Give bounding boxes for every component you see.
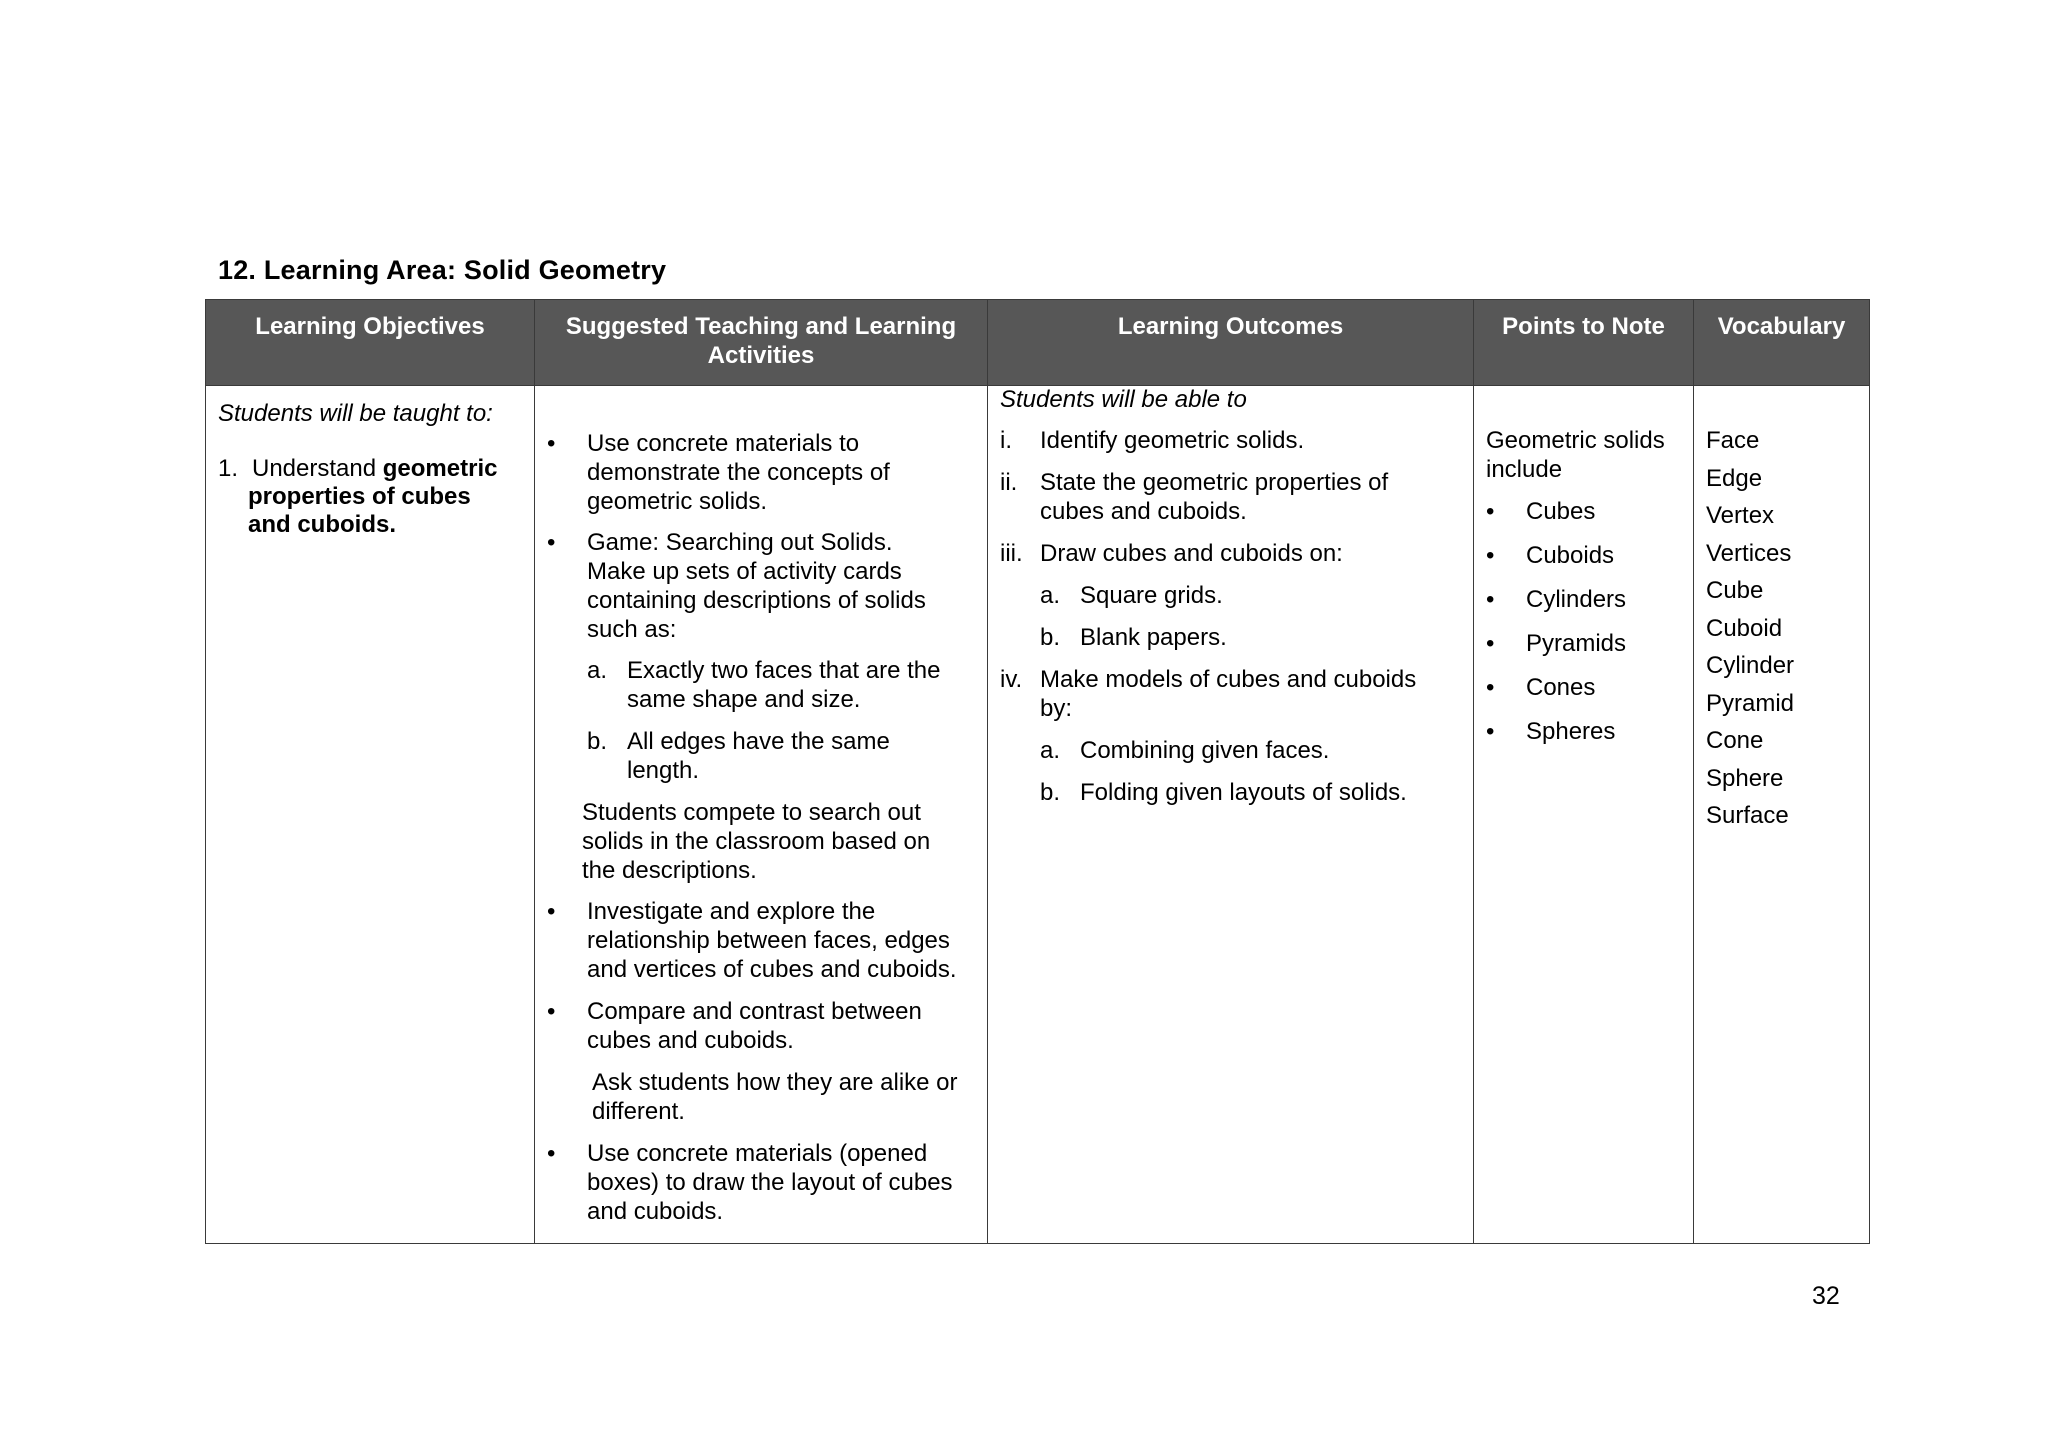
vocabulary-term: Sphere <box>1706 764 1784 792</box>
objective-item <box>252 454 497 483</box>
outcome-line: State the geometric properties of <box>1040 469 1389 496</box>
bullet-icon: • <box>1486 674 1495 701</box>
point-item: Cuboids <box>1526 542 1615 569</box>
sub-item <box>627 727 890 785</box>
vocabulary-term: Vertex <box>1706 502 1775 529</box>
outcome-sub-item: Folding given layouts of solids. <box>1080 779 1407 806</box>
outcome-sub-marker: b. <box>1040 624 1061 651</box>
activity-line: different. <box>592 1098 685 1125</box>
outcome-marker: iii. <box>1000 540 1023 567</box>
activity-line: containing descriptions of solids <box>587 587 926 614</box>
outcome-sub-item: Combining given faces. <box>1080 737 1330 764</box>
outcomes-intro: Students will be able to <box>1000 386 1247 413</box>
activity-note <box>582 798 930 885</box>
outcome-sub-marker: a. <box>1040 737 1061 764</box>
outcome-sub-item: Square grids. <box>1080 582 1223 609</box>
vocabulary-term: Cylinder <box>1706 652 1795 679</box>
activity-item <box>587 528 926 644</box>
vocabulary-term: Surface <box>1706 802 1789 829</box>
bullet-icon: • <box>1486 542 1495 569</box>
vocabulary-list <box>1706 422 1794 835</box>
objective-bold-text-1: geometric <box>382 455 498 482</box>
bullet-icon: • <box>1486 718 1495 745</box>
bullet-icon: • <box>547 998 556 1025</box>
bullet-icon: • <box>1486 630 1495 657</box>
outcome-item <box>1040 665 1416 723</box>
activity-line: the descriptions. <box>582 857 757 884</box>
outcome-marker: ii. <box>1000 469 1018 496</box>
outcome-sub-item: Blank papers. <box>1080 624 1227 651</box>
activity-line: Exactly two faces that are the <box>627 657 941 684</box>
point-item: Spheres <box>1526 718 1616 745</box>
section-heading: 12. Learning Area: Solid Geometry <box>218 255 667 285</box>
bullet-icon: • <box>1486 498 1495 525</box>
objective-plain-text: Understand <box>252 455 377 482</box>
activities-cell <box>535 386 988 1244</box>
objectives-intro: Students will be taught to: <box>218 400 493 427</box>
vocabulary-term: Pyramid <box>1706 689 1795 717</box>
syllabus-table <box>205 299 1870 1244</box>
activity-line: Use concrete materials (opened <box>587 1140 928 1167</box>
activity-note <box>592 1068 958 1126</box>
outcome-sub-marker: a. <box>1040 582 1061 609</box>
points-intro-line: Geometric solids <box>1486 427 1665 454</box>
objective-bold-text-3: and cuboids. <box>248 511 397 538</box>
activity-line: and vertices of cubes and cuboids. <box>587 956 957 983</box>
sub-item <box>627 656 941 714</box>
activity-line: Make up sets of activity cards <box>587 558 902 585</box>
vocabulary-term: Cuboid <box>1706 614 1783 642</box>
header-learning-outcomes: Learning Outcomes <box>988 300 1474 386</box>
activity-item <box>587 429 890 516</box>
bullet-icon: • <box>547 529 556 556</box>
activity-line: Compare and contrast between <box>587 998 922 1025</box>
header-learning-objectives: Learning Objectives <box>206 300 535 386</box>
header-activities-line2: Activities <box>707 342 815 369</box>
vocabulary-term: Vertices <box>1706 539 1792 567</box>
vocabulary-cell <box>1694 386 1870 1244</box>
activity-line: same shape and size. <box>627 686 861 713</box>
activity-line: All edges have the same <box>627 728 890 755</box>
header-activities <box>535 300 988 386</box>
activity-line: Use concrete materials to <box>587 430 860 457</box>
activity-item <box>587 1139 953 1226</box>
table-body-row <box>206 386 1870 1244</box>
vocabulary-term: Cube <box>1706 577 1764 604</box>
activity-item <box>587 997 922 1055</box>
outcome-marker: i. <box>1000 427 1012 454</box>
bullet-icon: • <box>547 430 556 457</box>
activity-line: relationship between faces, edges <box>587 927 950 954</box>
vocabulary-term: Edge <box>1706 464 1763 492</box>
activity-line: such as: <box>587 616 677 643</box>
outcomes-cell <box>988 386 1474 1244</box>
points-intro-line: include <box>1486 456 1563 483</box>
header-activities-line1: Suggested Teaching and Learning <box>565 313 957 340</box>
outcome-sub-marker: b. <box>1040 779 1061 806</box>
activity-line: Students compete to search out <box>582 799 921 826</box>
outcome-item: Draw cubes and cuboids on: <box>1040 540 1343 567</box>
activity-line: demonstrate the concepts of <box>587 459 890 486</box>
activity-line: geometric solids. <box>587 488 768 515</box>
activity-line: Investigate and explore the <box>587 898 876 925</box>
objective-bold-text-2: properties of cubes <box>248 483 471 510</box>
activity-line: cubes and cuboids. <box>587 1027 794 1054</box>
activity-line: boxes) to draw the layout of cubes <box>587 1169 953 1196</box>
bullet-icon: • <box>547 1140 556 1167</box>
header-points-to-note: Points to Note <box>1474 300 1694 386</box>
outcome-line: by: <box>1040 695 1073 722</box>
activity-line: Game: Searching out Solids. <box>587 529 893 556</box>
table-header-row <box>206 300 1870 386</box>
points-intro <box>1486 426 1665 484</box>
point-item: Cones <box>1526 674 1596 701</box>
points-cell <box>1474 386 1694 1244</box>
outcome-item <box>1040 468 1388 526</box>
bullet-icon: • <box>1486 586 1495 613</box>
point-item: Cylinders <box>1526 586 1627 613</box>
objectives-cell <box>206 386 535 1244</box>
bullet-icon: • <box>547 898 556 925</box>
sub-item-marker: a. <box>587 657 608 684</box>
activity-line: length. <box>627 757 700 784</box>
activity-line: Ask students how they are alike or <box>592 1069 958 1096</box>
activity-line: solids in the classroom based on <box>582 828 931 855</box>
sub-item-marker: b. <box>587 728 608 755</box>
activity-line: and cuboids. <box>587 1198 724 1225</box>
objective-number: 1. <box>218 455 239 482</box>
point-item: Pyramids <box>1526 630 1627 657</box>
activity-item <box>587 897 957 984</box>
point-item: Cubes <box>1526 498 1596 525</box>
page-number: 32 <box>1812 1282 1840 1310</box>
outcome-item: Identify geometric solids. <box>1040 427 1305 454</box>
outcome-line: cubes and cuboids. <box>1040 498 1247 525</box>
outcome-line: Make models of cubes and cuboids <box>1040 666 1417 693</box>
outcome-marker: iv. <box>1000 666 1023 693</box>
header-vocabulary: Vocabulary <box>1694 300 1870 386</box>
vocabulary-term: Face <box>1706 427 1760 454</box>
vocabulary-term: Cone <box>1706 727 1764 754</box>
